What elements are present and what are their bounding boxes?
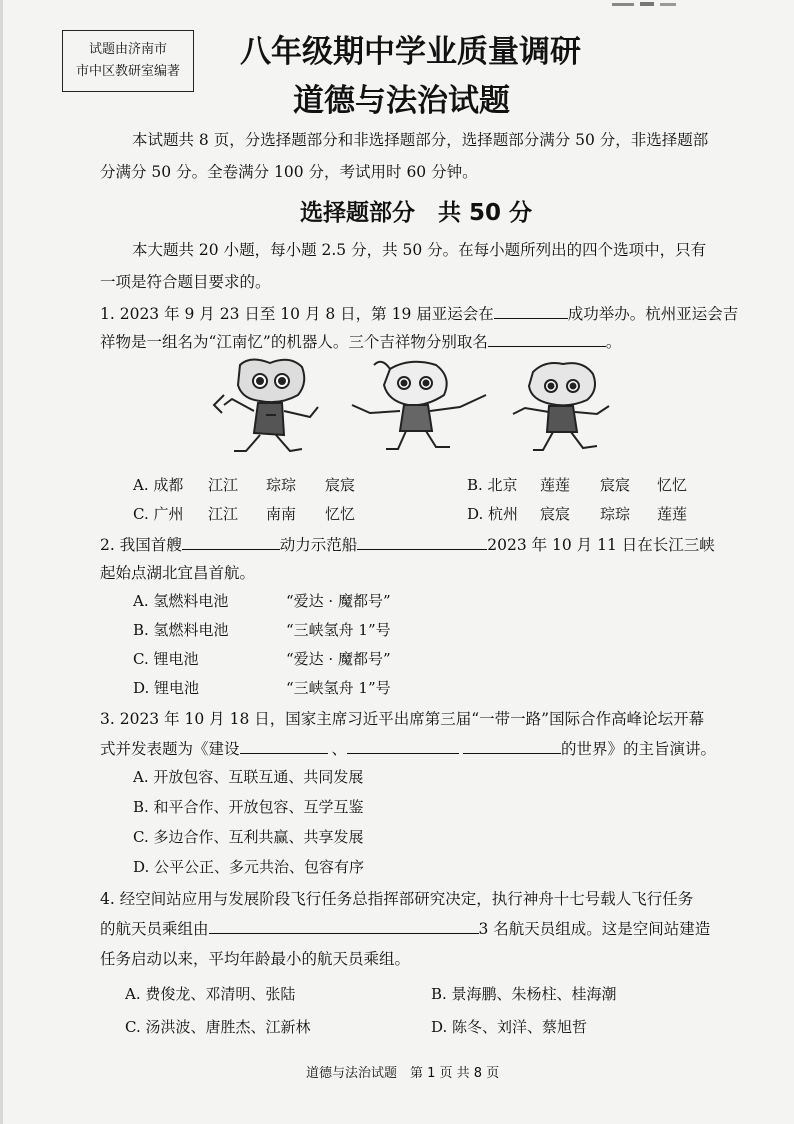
- q1-option-b-1: 莲莲: [540, 476, 571, 494]
- scan-edge: [0, 0, 3, 1124]
- q1-text-b: 成功举办。杭州亚运会吉: [567, 305, 739, 323]
- intro-line-2: 分满分 50 分。全卷满分 100 分，考试用时 60 分钟。: [100, 163, 478, 181]
- publisher-stamp: [62, 30, 194, 92]
- q4-option-c: C. 汤洪波、唐胜杰、江新林: [125, 1018, 311, 1036]
- q2-option-a-label: A. 氢燃料电池: [133, 592, 229, 610]
- q3-blank-1: [240, 739, 328, 754]
- q4-blank-1: [209, 919, 479, 934]
- q4-option-a: A. 费俊龙、邓清明、张陆: [125, 985, 296, 1003]
- intro-line-1: 本试题共 8 页，分选择题部分和非选择题部分，选择题部分满分 50 分，非选择题部: [132, 131, 709, 149]
- q3-option-a: A. 开放包容、互联互通、共同发展: [133, 768, 364, 786]
- q2-option-a-ship: “爱达 · 魔都号”: [286, 592, 391, 610]
- q1-text-d: 。: [605, 333, 622, 351]
- q1-text-c: 祥物是一组名为“江南忆”的机器人。三个吉祥物分别取名: [100, 333, 488, 351]
- page-footer: 道德与法治试题 第 1 页 共 8 页: [306, 1066, 500, 1081]
- q2-text-c: 2023 年 10 月 11 日在长江三峡: [487, 536, 715, 554]
- instructions-line-1: 本大题共 20 小题，每小题 2.5 分，共 50 分。在每小题所列出的四个选项中，只有: [132, 241, 707, 259]
- q2-option-b-ship: “三峡氢舟 1”号: [286, 621, 391, 639]
- q1-option-a: [133, 474, 356, 495]
- q3-blank-2: [347, 739, 459, 754]
- q3-blank-3: [463, 739, 561, 754]
- q1-option-c-2: 南南: [266, 505, 297, 523]
- q1-option-a-label: A. 成都: [133, 476, 184, 494]
- q1-blank-2: [488, 332, 606, 347]
- q1-option-d: [467, 503, 688, 524]
- q1-option-c-label: C. 广州: [133, 505, 184, 523]
- q3-text-c: 的世界》的主旨演讲。: [561, 740, 717, 758]
- stamp-line-1: 试题由济南市: [88, 42, 167, 57]
- q4-option-b: B. 景海鹏、朱杨柱、桂海潮: [431, 985, 617, 1003]
- q1-option-b-3: 忆忆: [657, 476, 688, 494]
- q2-option-d: [133, 677, 391, 698]
- q1-line-2: [100, 330, 621, 352]
- q4-text-a: 的航天员乘组由: [100, 920, 209, 938]
- mascot-lianlian-image: [340, 355, 495, 455]
- q3-text-b: 、: [331, 740, 348, 758]
- q2-option-c: [133, 648, 391, 669]
- q1-option-d-1: 宸宸: [540, 505, 571, 523]
- instructions-line-2: 一项是符合题目要求的。: [100, 273, 271, 291]
- q2-option-d-label: D. 锂电池: [133, 679, 200, 697]
- q3-option-d: D. 公平公正、多元共治、包容有序: [133, 858, 365, 876]
- q1-option-d-label: D. 杭州: [467, 505, 519, 523]
- q1-option-a-1: 江江: [208, 476, 239, 494]
- stamp-line-2: 市中区教研室编著: [75, 64, 180, 79]
- q1-option-d-2: 琮琮: [600, 505, 631, 523]
- q3-option-b: B. 和平合作、开放包容、互学互鉴: [133, 798, 364, 816]
- q4-line-3: 任务启动以来，平均年龄最小的航天员乘组。: [100, 950, 411, 968]
- page-title-1: 八年级期中学业质量调研: [240, 34, 581, 70]
- q1-blank-1: [494, 304, 568, 319]
- q2-blank-2: [357, 535, 487, 550]
- q2-option-d-ship: “三峡氢舟 1”号: [286, 679, 391, 697]
- q2-text-b: 动力示范船: [279, 536, 358, 554]
- q3-text-a: 式并发表题为《建设: [100, 740, 240, 758]
- q3-line-2: [100, 737, 716, 759]
- q1-option-c: [133, 503, 356, 524]
- q2-line-2: 起始点湖北宜昌首航。: [100, 564, 256, 582]
- q1-option-d-3: 莲莲: [657, 505, 688, 523]
- q3-line-1: 3. 2023 年 10 月 18 日，国家主席习近平出席第三届“一带一路”国际合作高峰论坛开幕: [100, 710, 705, 728]
- q2-option-c-label: C. 锂电池: [133, 650, 199, 668]
- q2-option-b: [133, 619, 391, 640]
- q4-line-1: 4. 经空间站应用与发展阶段飞行任务总指挥部研究决定，执行神舟十七号载人飞行任务: [100, 890, 694, 908]
- q4-text-b: 3 名航天员组成。这是空间站建造: [478, 920, 711, 938]
- q1-option-c-3: 忆忆: [325, 505, 356, 523]
- section-title: 选择题部分 共 50 分: [300, 200, 533, 226]
- q2-blank-1: [182, 535, 280, 550]
- scan-mark: [610, 0, 680, 10]
- q1-text-a: 1. 2023 年 9 月 23 日至 10 月 8 日，第 19 届亚运会在: [100, 305, 494, 323]
- q1-option-b-label: B. 北京: [467, 476, 518, 494]
- q2-option-a: [133, 590, 391, 611]
- q2-text-a: 2. 我国首艘: [100, 536, 182, 554]
- q1-option-b-2: 宸宸: [600, 476, 631, 494]
- page-title-2: 道德与法治试题: [293, 83, 510, 119]
- mascot-congcong-image: [210, 355, 330, 460]
- q4-option-d: D. 陈冬、刘洋、蔡旭哲: [431, 1018, 588, 1036]
- q1-option-c-1: 江江: [208, 505, 239, 523]
- q2-option-c-ship: “爱达 · 魔都号”: [286, 650, 391, 668]
- q2-option-b-label: B. 氢燃料电池: [133, 621, 229, 639]
- q1-line-1: [100, 302, 738, 324]
- q1-option-a-3: 宸宸: [325, 476, 356, 494]
- q1-option-b: [467, 474, 688, 495]
- mascot-chenchen-image: [505, 358, 615, 458]
- q2-line-1: [100, 533, 715, 555]
- q4-line-2: [100, 917, 710, 939]
- q1-option-a-2: 琮琮: [266, 476, 297, 494]
- q3-option-c: C. 多边合作、互利共赢、共享发展: [133, 828, 364, 846]
